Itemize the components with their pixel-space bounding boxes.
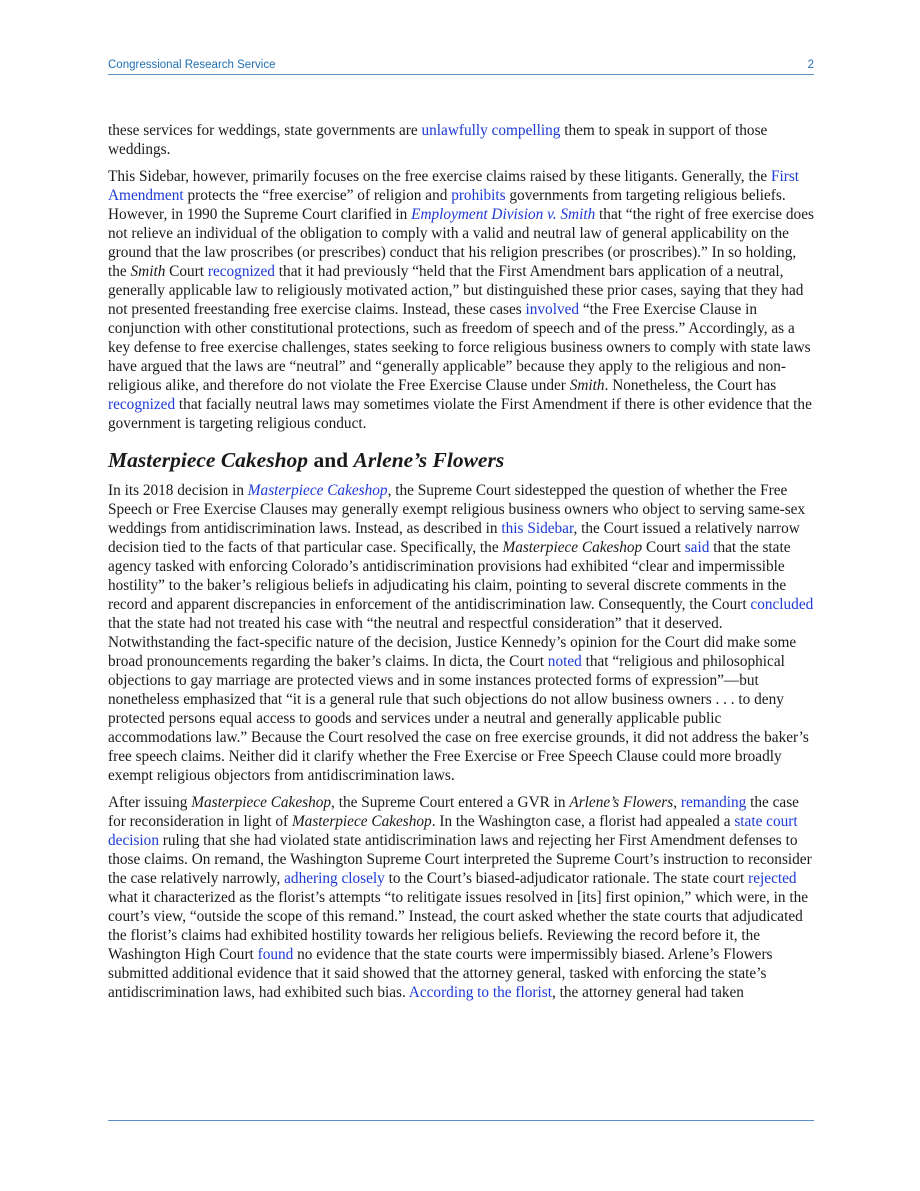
link-masterpiece-cakeshop[interactable]: Masterpiece Cakeshop — [247, 482, 388, 499]
text: what it characterized as the florist’s attempts “to relitigate issues resolved in [its] first opinion,” which were, in the court’s view, “outside the scope of this remand.” Instead, the court asked whether the state courts that adjudicated the florist’s claims had exhibited hostility towards her religious beliefs. Reviewing the record before it, the Washington High Court — [108, 889, 809, 963]
link-this-sidebar[interactable]: this Sidebar — [501, 520, 574, 537]
link-employment-division-v-smith[interactable]: Employment Division v. Smith — [411, 206, 596, 223]
text: , the Court issued a relatively narrow decision tied to the facts of that particular case. Specifically, the — [108, 520, 800, 556]
text: the case for reconsideration in light of — [108, 794, 799, 830]
link-said[interactable]: said — [684, 539, 710, 556]
text: , — [673, 794, 681, 811]
text: that the state had not treated his case with “the neutral and respectful consideration” that it deserved. Notwithstanding the fact-specific nature of the decision, Justice Kennedy’s opinion for the Court did make some broad pronouncements regarding the baker’s claims. In dicta, the Court — [108, 615, 797, 670]
text: After issuing — [108, 794, 192, 811]
link-found[interactable]: found — [257, 946, 294, 963]
page-number: 2 — [807, 59, 814, 71]
link-remanding[interactable]: remanding — [680, 794, 747, 811]
text: governments from targeting religious beliefs. However, in 1990 the Supreme Court clarified in — [108, 187, 786, 223]
text: . In the Washington case, a florist had appealed a — [431, 813, 735, 830]
heading-text: and — [308, 448, 354, 472]
text: . Nonetheless, the Court has — [604, 377, 777, 394]
text: , the Supreme Court sidestepped the question of whether the Free Speech or Free Exercise Clauses may generally exempt religious business owners who object to serving same-sex weddings from antidiscrimination laws. Instead, as described in — [108, 482, 806, 537]
text: , the attorney general had taken — [551, 984, 744, 1001]
paragraph-arlenes-flowers — [108, 793, 814, 1002]
text: that the state agency tasked with enforcing Colorado’s antidiscrimination provisions had exhibited “clear and impermissible hostility” to the baker’s religious beliefs in adjudicating his claim, pointing to several discrete comments in the record and apparent discrepancies in enforcement of the antidiscrimination law. Consequently, the Court — [108, 539, 791, 613]
text: to the Court’s biased-adjudicator rationale. The state court — [384, 870, 749, 887]
link-unlawfully-compelling[interactable]: unlawfully compelling — [421, 122, 561, 139]
case-name: Smith — [130, 263, 166, 280]
heading-case-2: Arlene’s Flowers — [353, 448, 505, 472]
footer-rule — [108, 1120, 814, 1121]
text: Court — [165, 263, 208, 280]
text: that facially neutral laws may sometimes violate the First Amendment if there is other evidence that the government is targeting religious conduct. — [108, 396, 812, 432]
text: ruling that she had violated state antidiscrimination laws and rejecting her First Amendment defenses to those claims. On remand, the Washington Supreme Court interpreted the Supreme Court’s instruction to reconsider the case relatively narrowly, — [108, 832, 812, 887]
text: them to speak in support of those weddings. — [108, 122, 768, 158]
link-according-to-the-florist[interactable]: According to the florist — [408, 984, 552, 1001]
text: “the Free Exercise Clause in conjunction with other constitutional protections, such as freedom of speech and of the press.” Accordingly, as a key defense to free exercise challenges, states seeking to force religious business owners to comply with state laws have argued that the laws are “neutral” and “generally applicable” because they apply to the religious and non-religious alike, and therefore do not violate the Free Exercise Clause under — [108, 301, 811, 394]
link-recognized[interactable]: recognized — [207, 263, 275, 280]
link-prohibits[interactable]: prohibits — [451, 187, 506, 204]
text: protects the “free exercise” of religion and — [183, 187, 452, 204]
paragraph-continued — [108, 121, 814, 159]
case-name: Masterpiece Cakeshop — [191, 794, 332, 811]
link-state-court-decision[interactable]: state court decision — [108, 813, 798, 849]
text: that “the right of free exercise does not relieve an individual of the obligation to comply with a valid and neutral law of general applicability on the ground that the law proscribes (or prescribes) conduct that his religion prescribes (or proscribes).” In so holding, the — [108, 206, 814, 280]
case-name: Masterpiece Cakeshop — [502, 539, 643, 556]
heading-case-1: Masterpiece Cakeshop — [108, 448, 309, 472]
paragraph-masterpiece — [108, 481, 814, 785]
paragraph-free-exercise — [108, 167, 814, 433]
link-adhering-closely[interactable]: adhering closely — [284, 870, 385, 887]
text: no evidence that the state courts were impermissibly biased. Arlene’s Flowers submitted additional evidence that it said showed that the attorney general, tasked with enforcing the state’s antidiscrimination laws, had exhibited such bias. — [108, 946, 773, 1001]
link-concluded[interactable]: concluded — [750, 596, 814, 613]
document-body — [108, 121, 814, 1010]
case-name: Arlene’s Flowers — [569, 794, 674, 811]
text: Court — [642, 539, 685, 556]
case-name: Smith — [569, 377, 605, 394]
link-first-amendment[interactable]: First Amendment — [108, 168, 800, 204]
publisher-name: Congressional Research Service — [108, 59, 276, 71]
section-heading — [108, 447, 814, 473]
text: In its 2018 decision in — [108, 482, 248, 499]
link-recognized-2[interactable]: recognized — [108, 396, 176, 413]
text: these services for weddings, state governments are — [108, 122, 422, 139]
link-noted[interactable]: noted — [547, 653, 582, 670]
text: This Sidebar, however, primarily focuses on the free exercise claims raised by these litigants. Generally, the — [108, 168, 771, 185]
header-rule — [108, 74, 814, 75]
text: that “religious and philosophical objections to gay marriage are protected views and in some instances protected forms of expression”—but nonetheless emphasized that “it is a general rule that such objections do not allow business owners . . . to deny protected persons equal access to goods and services under a neutral and generally applicable public accommodations law.” Because the Court resolved the case on free exercise grounds, it did not address the baker’s free speech claims. Neither did it clarify whether the Free Exercise or Free Speech Clause could more broadly exempt religious objectors from antidiscrimination laws. — [108, 653, 809, 784]
link-involved[interactable]: involved — [525, 301, 580, 318]
case-name: Masterpiece Cakeshop — [291, 813, 432, 830]
text: , the Supreme Court entered a GVR in — [331, 794, 570, 811]
link-rejected[interactable]: rejected — [748, 870, 797, 887]
text: that it had previously “held that the First Amendment bars application of a neutral, generally applicable law to religiously motivated action,” but distinguished these prior cases, saying that they had not presented freestanding free exercise claims. Instead, these cases — [108, 263, 804, 318]
